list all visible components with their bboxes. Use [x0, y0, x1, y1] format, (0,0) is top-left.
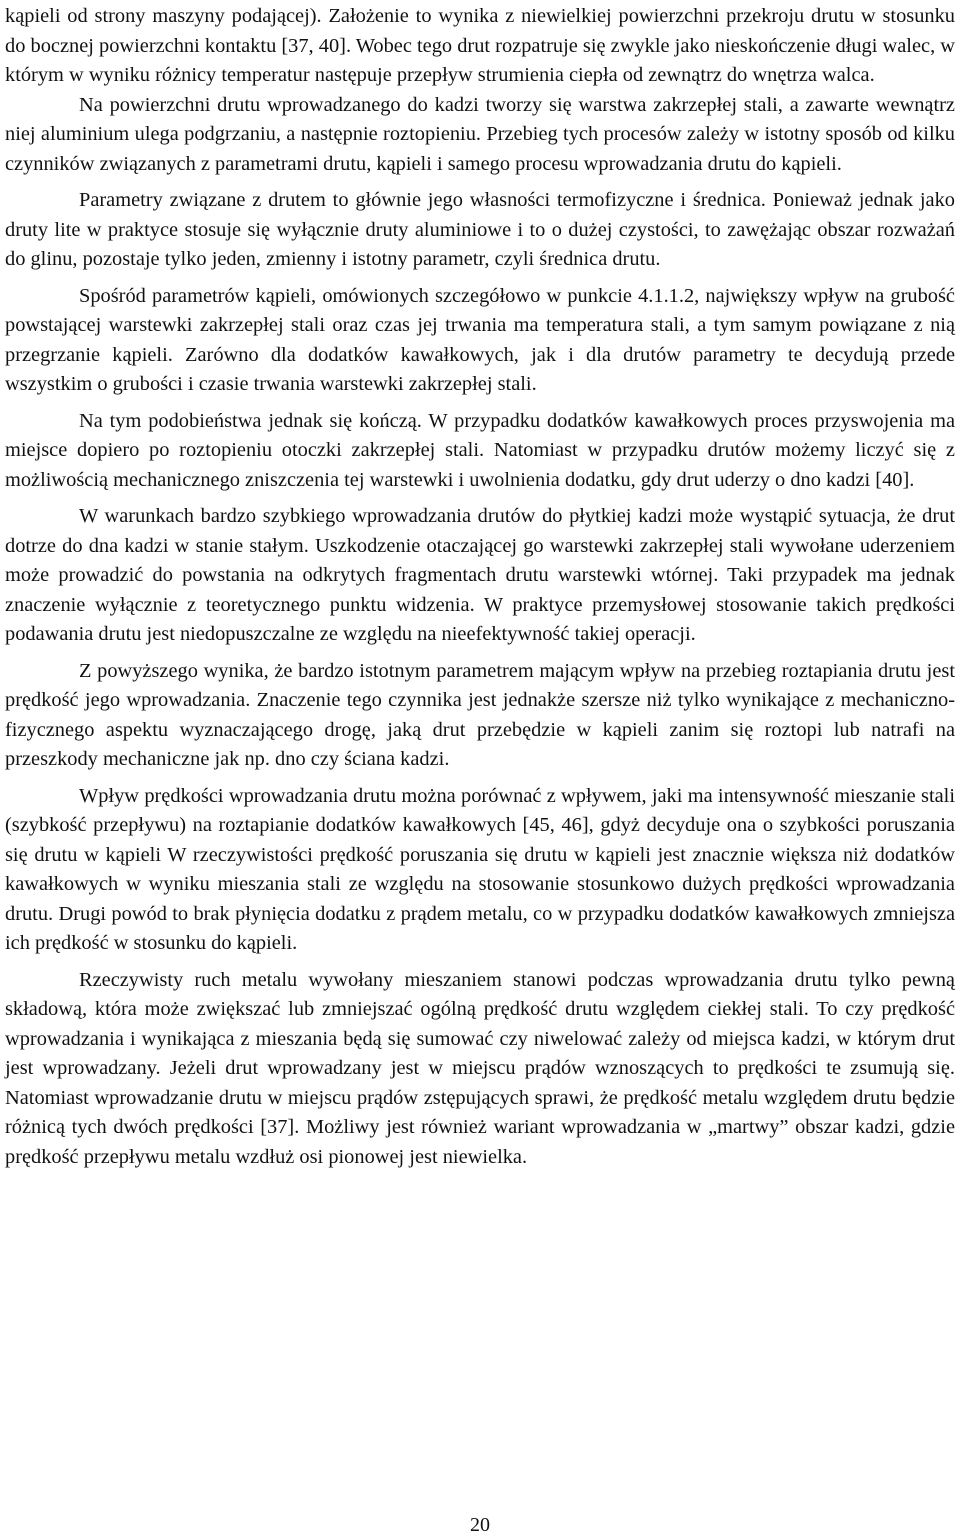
document-page: [5, 2, 955, 1172]
page-number: 20: [470, 1514, 490, 1536]
paragraph-differences: Na tym podobieństwa jednak się kończą. W przypadku dodatków kawałkowych proces przyswojenia ma miejsce dopiero po roztopieniu otoczki zakrzepłej stali. Natomiast w przypadku drutów możemy liczyć się z możliwością mechanicznego zniszczenia tej warstewki i uwolnienia dodatku, gdy drut uderzy o dno kadzi [40].: [5, 409, 955, 491]
paragraph-speed-influence: Wpływ prędkości wprowadzania drutu można porównać z wpływem, jaki ma intensywność mieszanie stali (szybkość przepływu) na roztapianie dodatków kawałkowych [45, 46], gdyż decyduje ona o szybkości poruszania się drutu w kąpieli W rzeczywistości prędkość poruszania się drutu w kąpieli jest znacznie większa niż dodatków kawałkowych w wyniku mieszania stali ze względu na stosowanie stosunkowo dużych prędkości wprowadzania drutu. Drugi powód to brak płynięcia dodatku z prądem metalu, co w przypadku dodatków kawałkowych zmniejsza ich prędkość w stosunku do kąpieli.: [5, 784, 955, 954]
paragraph-continuation: kąpieli od strony maszyny podającej). Założenie to wynika z niewielkiej powierzchni przekroju drutu w stosunku do bocznej powierzchni kontaktu [37, 40]. Wobec tego drut rozpatruje się zwykle jako nieskończenie długi walec, w którym w wyniku różnicy temperatur następuje przepływ strumienia ciepła od zewnątrz do wnętrza walca.: [5, 5, 955, 86]
paragraph-solidified-layer: Na powierzchni drutu wprowadzanego do kadzi tworzy się warstwa zakrzepłej stali, a zawarte wewnątrz niej aluminium ulega podgrzaniu, a następnie roztopieniu. Przebieg tych procesów zależy w istotny sposób od kilku czynników związanych z parametrami drutu, kąpieli i samego procesu wprowadzania drutu do kąpieli.: [5, 93, 955, 175]
paragraph-metal-movement: Rzeczywisty ruch metalu wywołany mieszaniem stanowi podczas wprowadzania drutu tylko pewną składową, która może zwiększać lub zmniejszać ogólną prędkość drutu względem ciekłej stali. To czy prędkość wprowadzania i wynikająca z mieszania będą się sumować czy niwelować zależy od miejsca kadzi, w którym drut jest wprowadzany. Jeżeli drut wprowadzany jest w miejscu prądów wznoszących to prędkości te zsumują się. Natomiast wprowadzanie drutu w miejscu prądów zstępujących sprawi, że prędkość metalu względem drutu będzie różnicą tych dwóch prędkości [37]. Możliwy jest również wariant wprowadzania w „martwy” obszar kadzi, gdzie prędkość przepływu metalu wzdłuż osi pionowej jest niewielka.: [5, 968, 955, 1168]
paragraph-injection-speed: Z powyższego wynika, że bardzo istotnym parametrem mającym wpływ na przebieg roztapiania drutu jest prędkość jego wprowadzania. Znaczenie tego czynnika jest jednakże szersze niż tylko wynikające z mechaniczno-fizycznego aspektu wyznaczającego drogę, jaką drut przebędzie w kąpieli zanim się roztopi lub natrafi na przeszkody mechaniczne jak np. dno czy ściana kadzi.: [5, 659, 955, 770]
paragraph-wire-parameters: Parametry związane z drutem to głównie jego własności termofizyczne i średnica. Ponieważ jednak jako druty lite w praktyce stosuje się wyłącznie druty aluminiowe i to o dużej czystości, to zawężając obszar rozważań do glinu, pozostaje tylko jeden, zmienny i istotny parametr, czyli średnica drutu.: [5, 189, 955, 270]
paragraph-bath-parameters: Spośród parametrów kąpieli, omówionych szczegółowo w punkcie 4.1.1.2, największy wpływ na grubość powstającej warstewki zakrzepłej stali oraz czas jej trwania ma temperatura stali, a tym samym powiązane z nią przegrzanie kąpieli. Zarówno dla dodatków kawałkowych, jak i dla drutów parametry te decydują przede wszystkim o grubości i czasie trwania warstewki zakrzepłej stali.: [5, 284, 955, 395]
paragraph-fast-injection: W warunkach bardzo szybkiego wprowadzania drutów do płytkiej kadzi może wystąpić sytuacja, że drut dotrze do dna kadzi w stanie stałym. Uszkodzenie otaczającej go warstewki zakrzepłej stali wywołane uderzeniem może prowadzić do powstania na odkrytych fragmentach drutu warstewki wtórnej. Taki przypadek ma jednak znaczenie wyłącznie z teoretycznego punktu widzenia. W praktyce przemysłowej stosowanie takich prędkości podawania drutu jest niedopuszczalne ze względu na nieefektywność takiej operacji.: [5, 505, 955, 645]
